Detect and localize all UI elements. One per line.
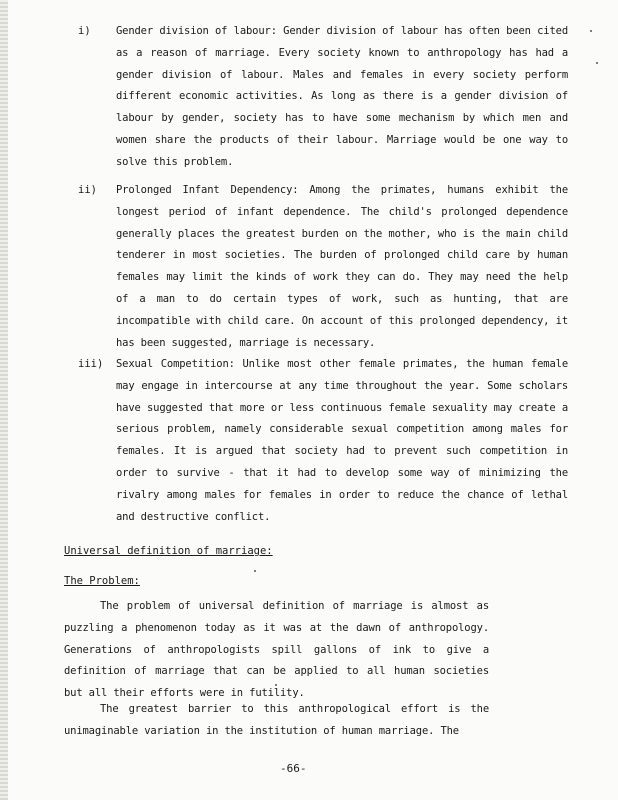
subheading: The Problem:: [64, 575, 140, 587]
paragraph: [64, 596, 489, 705]
scan-speck: [275, 684, 277, 686]
paragraph-text: The problem of universal definition of marriage is almost as puzzling a phenomenon today as it was at the dawn of anthropology. Generations of anthropologists spill gallons of ink to give a definition of marriage that can be applied to all human societies but all their efforts were in futility.: [64, 600, 489, 700]
section-heading: Universal definition of marriage:: [64, 545, 273, 557]
scan-speck: [254, 570, 256, 572]
list-marker: i): [78, 25, 91, 37]
list-item-text: Gender division of labour: Gender division of labour has often been cited as a reason of marriage. Every society known to anthropology has had a gender division of labour. Males and females in every society perform different economic activities. As long as there is a gender division of labour by gender, society has to have some mechanism by which men and women share the products of their labour. Marriage would be one way to solve this problem.: [116, 25, 568, 168]
scan-speck: [596, 62, 598, 64]
scan-edge: [0, 0, 8, 800]
list-marker: iii): [78, 358, 104, 370]
list-item-text: Sexual Competition: Unlike most other female primates, the human female may engage in intercourse at any time throughout the year. Some scholars have suggested that more or less continuous female sexuality may create a serious problem, namely considerable sexual competition among males for females. It is argued that society had to prevent such competition in order to survive - that it had to develop some way of minimizing the rivalry among males for females in order to reduce the chance of lethal and destructive conflict.: [116, 358, 568, 523]
list-item-text: Prolonged Infant Dependency: Among the primates, humans exhibit the longest period of infant dependence. The child's prolonged dependence generally places the greatest burden on the mother, who is the main child tenderer in most societies. The burden of prolonged child care by human females may limit the kinds of work they can do. They may need the help of a man to do certain types of work, such as hunting, that are incompatible with child care. On account of this prolonged dependency, it has been suggested, marriage is necessary.: [116, 184, 568, 349]
paragraph: [64, 699, 489, 743]
paragraph-text: The greatest barrier to this anthropological effort is the unimaginable variation in the institution of human marriage. The: [64, 703, 489, 737]
scan-speck: [590, 30, 592, 32]
list-marker: ii): [78, 184, 97, 196]
page-number: -66-: [280, 762, 307, 775]
